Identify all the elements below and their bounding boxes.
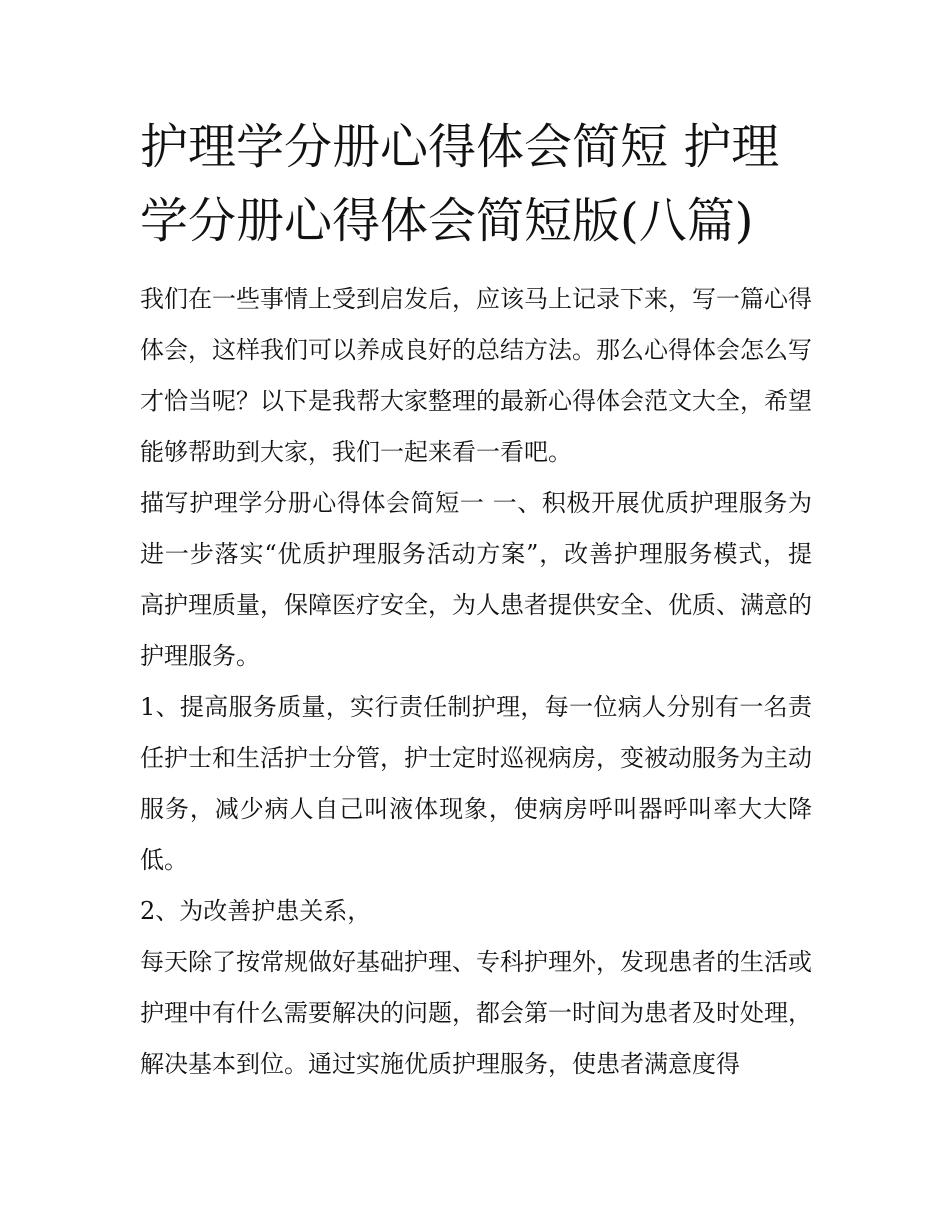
paragraph-daily-care: 每天除了按常规做好基础护理、专科护理外，发现患者的生活或护理中有什么需要解决的问题，都会第一时间为患者及时处理，解决基本到位。通过实施优质护理服务，使患者满意度得 <box>140 948 812 1078</box>
document-title: 护理学分册心得体会简短 护理 学分册心得体会简短版(八篇) <box>140 119 780 249</box>
paragraph-intro: 我们在一些事情上受到启发后，应该马上记录下来，写一篇心得体会，这样我们可以养成良好的总结方法。那么心得体会怎么写才恰当呢？以下是我帮大家整理的最新心得体会范文大全，希望能够帮助到大家，我们一起来看一看吧。 <box>140 285 812 466</box>
paragraph-item-1: 1、提高服务质量，实行责任制护理，每一位病人分别有一名责任护士和生活护士分管，护士定时巡视病房，变被动服务为主动服务，减少病人自己叫液体现象，使病房呼叫器呼叫率大大降低。 <box>140 693 812 874</box>
paragraph-section-one: 描写护理学分册心得体会简短一 一、积极开展优质护理服务为进一步落实“优质护理服务活动方案”，改善护理服务模式，提高护理质量，保障医疗安全，为人患者提供安全、优质、满意的护理服务。 <box>140 489 812 670</box>
paragraph-item-2: 2、为改善护患关系， <box>140 897 372 925</box>
document-body <box>140 110 812 1090</box>
